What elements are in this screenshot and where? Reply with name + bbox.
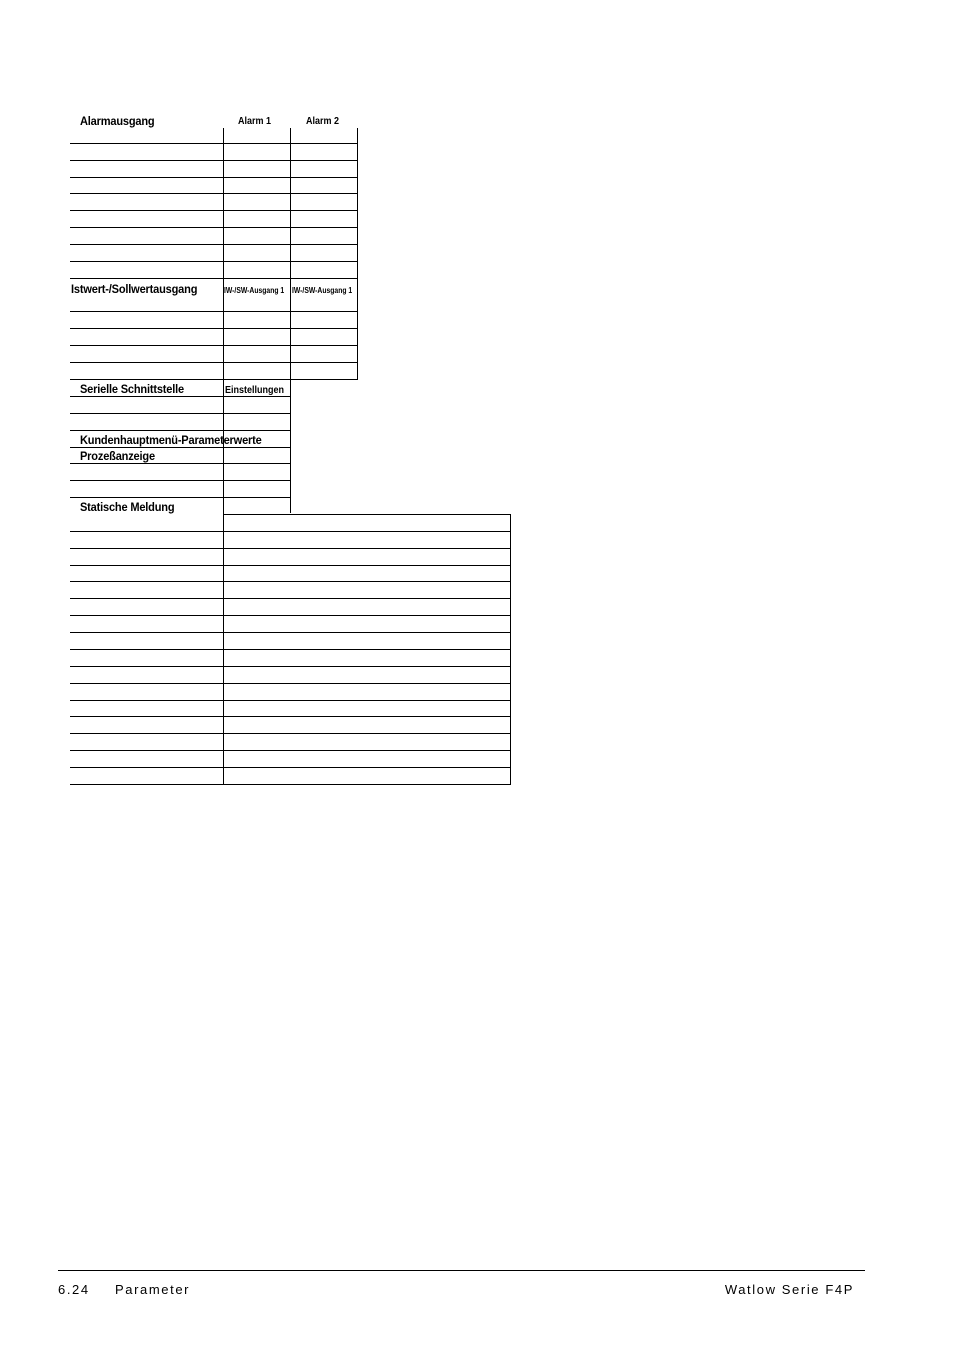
table-row — [70, 143, 358, 144]
table-row — [70, 278, 358, 279]
grid-line — [223, 514, 224, 784]
table-row — [70, 531, 511, 532]
column-header-analog-1: IW-/SW-Ausgang 1 — [224, 286, 285, 295]
table-row — [70, 328, 358, 329]
table-row — [70, 311, 358, 312]
table-row — [223, 514, 511, 515]
column-header-alarm-1: Alarm 1 — [238, 116, 272, 127]
grid-line — [290, 128, 291, 379]
table-row — [70, 345, 358, 346]
table-row — [70, 193, 358, 194]
footer-rule — [58, 1270, 865, 1271]
section-title-process-display: Prozeßanzeige — [80, 449, 155, 463]
grid-line — [357, 128, 358, 379]
table-row — [70, 767, 511, 768]
table-row — [70, 261, 358, 262]
table-row — [70, 177, 358, 178]
section-title-static-message: Statische Meldung — [80, 500, 175, 514]
table-row — [70, 463, 291, 464]
table-row — [70, 750, 511, 751]
table-row — [70, 683, 511, 684]
table-row — [70, 413, 291, 414]
table-row — [70, 598, 511, 599]
table-row — [70, 396, 291, 397]
section-title-analog: Istwert-/Sollwertausgang — [71, 282, 198, 296]
table-row — [70, 632, 511, 633]
column-header-settings: Einstellungen — [225, 385, 285, 396]
table-row — [70, 784, 511, 785]
table-row — [70, 430, 291, 431]
grid-line — [223, 128, 224, 379]
table-row — [70, 497, 291, 498]
table-row — [70, 565, 511, 566]
table-row — [70, 666, 511, 667]
product-name: Watlow Serie F4P — [724, 1282, 854, 1297]
section-title-custom-menu: Kundenhauptmenü-Parameterwerte — [80, 433, 262, 447]
table-row — [70, 548, 511, 549]
table-row — [70, 615, 511, 616]
chapter-title: Parameter — [115, 1282, 191, 1297]
table-row — [70, 581, 511, 582]
table-row — [70, 480, 291, 481]
grid-line — [223, 379, 224, 514]
grid-line — [290, 379, 291, 513]
table-row — [70, 379, 358, 380]
table-row — [70, 210, 358, 211]
table-row — [70, 649, 511, 650]
table-row — [70, 227, 358, 228]
table-row — [70, 362, 358, 363]
section-title-serial: Serielle Schnittstelle — [80, 382, 184, 396]
table-row — [70, 244, 358, 245]
table-row — [70, 447, 291, 448]
table-row — [70, 700, 511, 701]
page-number: 6.24 — [58, 1282, 90, 1297]
table-row — [70, 716, 511, 717]
column-header-analog-2: IW-/SW-Ausgang 1 — [292, 286, 353, 295]
table-row — [70, 733, 511, 734]
section-title-alarm: Alarmausgang — [80, 114, 155, 128]
table-row — [70, 160, 358, 161]
column-header-alarm-2: Alarm 2 — [306, 116, 340, 127]
